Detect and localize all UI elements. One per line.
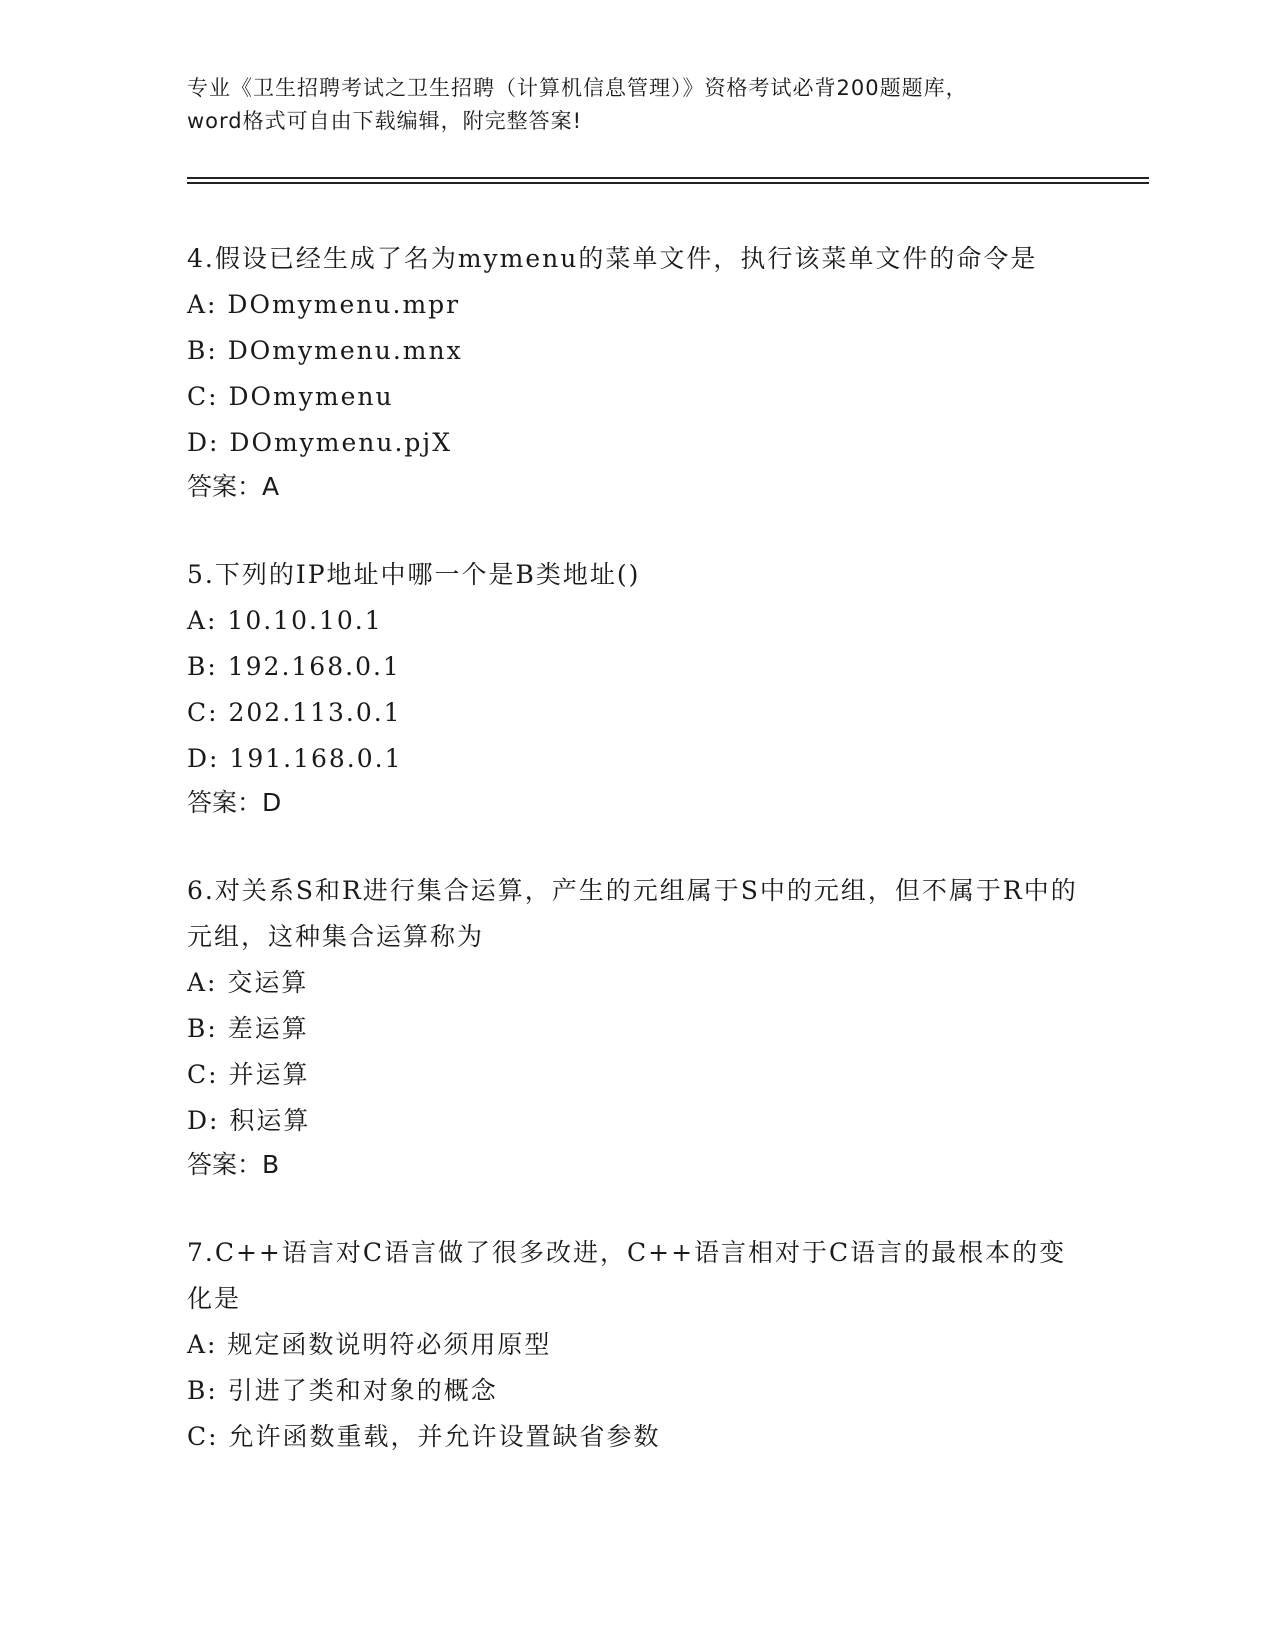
- question-4: [187, 236, 1087, 508]
- answer: 答案：A: [187, 472, 280, 501]
- option-a: A: 交运算: [187, 968, 309, 997]
- question-list: [187, 236, 1087, 1504]
- option-c: C: 202.113.0.1: [187, 698, 402, 727]
- option-b: B: 引进了类和对象的概念: [187, 1376, 498, 1405]
- header-divider-top: [187, 177, 1149, 179]
- question-5: [187, 552, 1087, 824]
- question-7: [187, 1230, 1087, 1460]
- question-6: [187, 868, 1087, 1186]
- header-divider-bottom: [187, 182, 1149, 184]
- header-title-line-2: word格式可自由下载编辑，附完整答案!: [187, 109, 583, 133]
- answer: 答案：D: [187, 788, 282, 817]
- option-c: C: DOmymenu: [187, 382, 394, 411]
- question-stem: 7.C++语言对C语言做了很多改进，C++语言相对于C语言的最根本的变化是: [187, 1238, 1067, 1313]
- question-stem: 4.假设已经生成了名为mymenu的菜单文件，执行该菜单文件的命令是: [187, 244, 1038, 273]
- option-b: B: DOmymenu.mnx: [187, 336, 463, 365]
- question-stem: 6.对关系S和R进行集合运算，产生的元组属于S中的元组，但不属于R中的元组，这种集合运算称为: [187, 876, 1078, 951]
- option-d: D: 积运算: [187, 1106, 311, 1135]
- document-header: [187, 72, 1087, 138]
- option-a: A: 10.10.10.1: [187, 606, 383, 635]
- option-c: C: 并运算: [187, 1060, 310, 1089]
- option-a: A: DOmymenu.mpr: [187, 290, 461, 319]
- option-c: C: 允许函数重载，并允许设置缺省参数: [187, 1422, 661, 1451]
- option-b: B: 192.168.0.1: [187, 652, 401, 681]
- question-stem: 5.下列的IP地址中哪一个是B类地址(): [187, 560, 641, 589]
- header-title-line-1: 专业《卫生招聘考试之卫生招聘（计算机信息管理）》资格考试必背200题题库，: [187, 76, 968, 100]
- option-d: D: 191.168.0.1: [187, 744, 403, 773]
- answer: 答案：B: [187, 1150, 280, 1179]
- option-a: A: 规定函数说明符必须用原型: [187, 1330, 552, 1359]
- option-d: D: DOmymenu.pjX: [187, 428, 452, 457]
- option-b: B: 差运算: [187, 1014, 309, 1043]
